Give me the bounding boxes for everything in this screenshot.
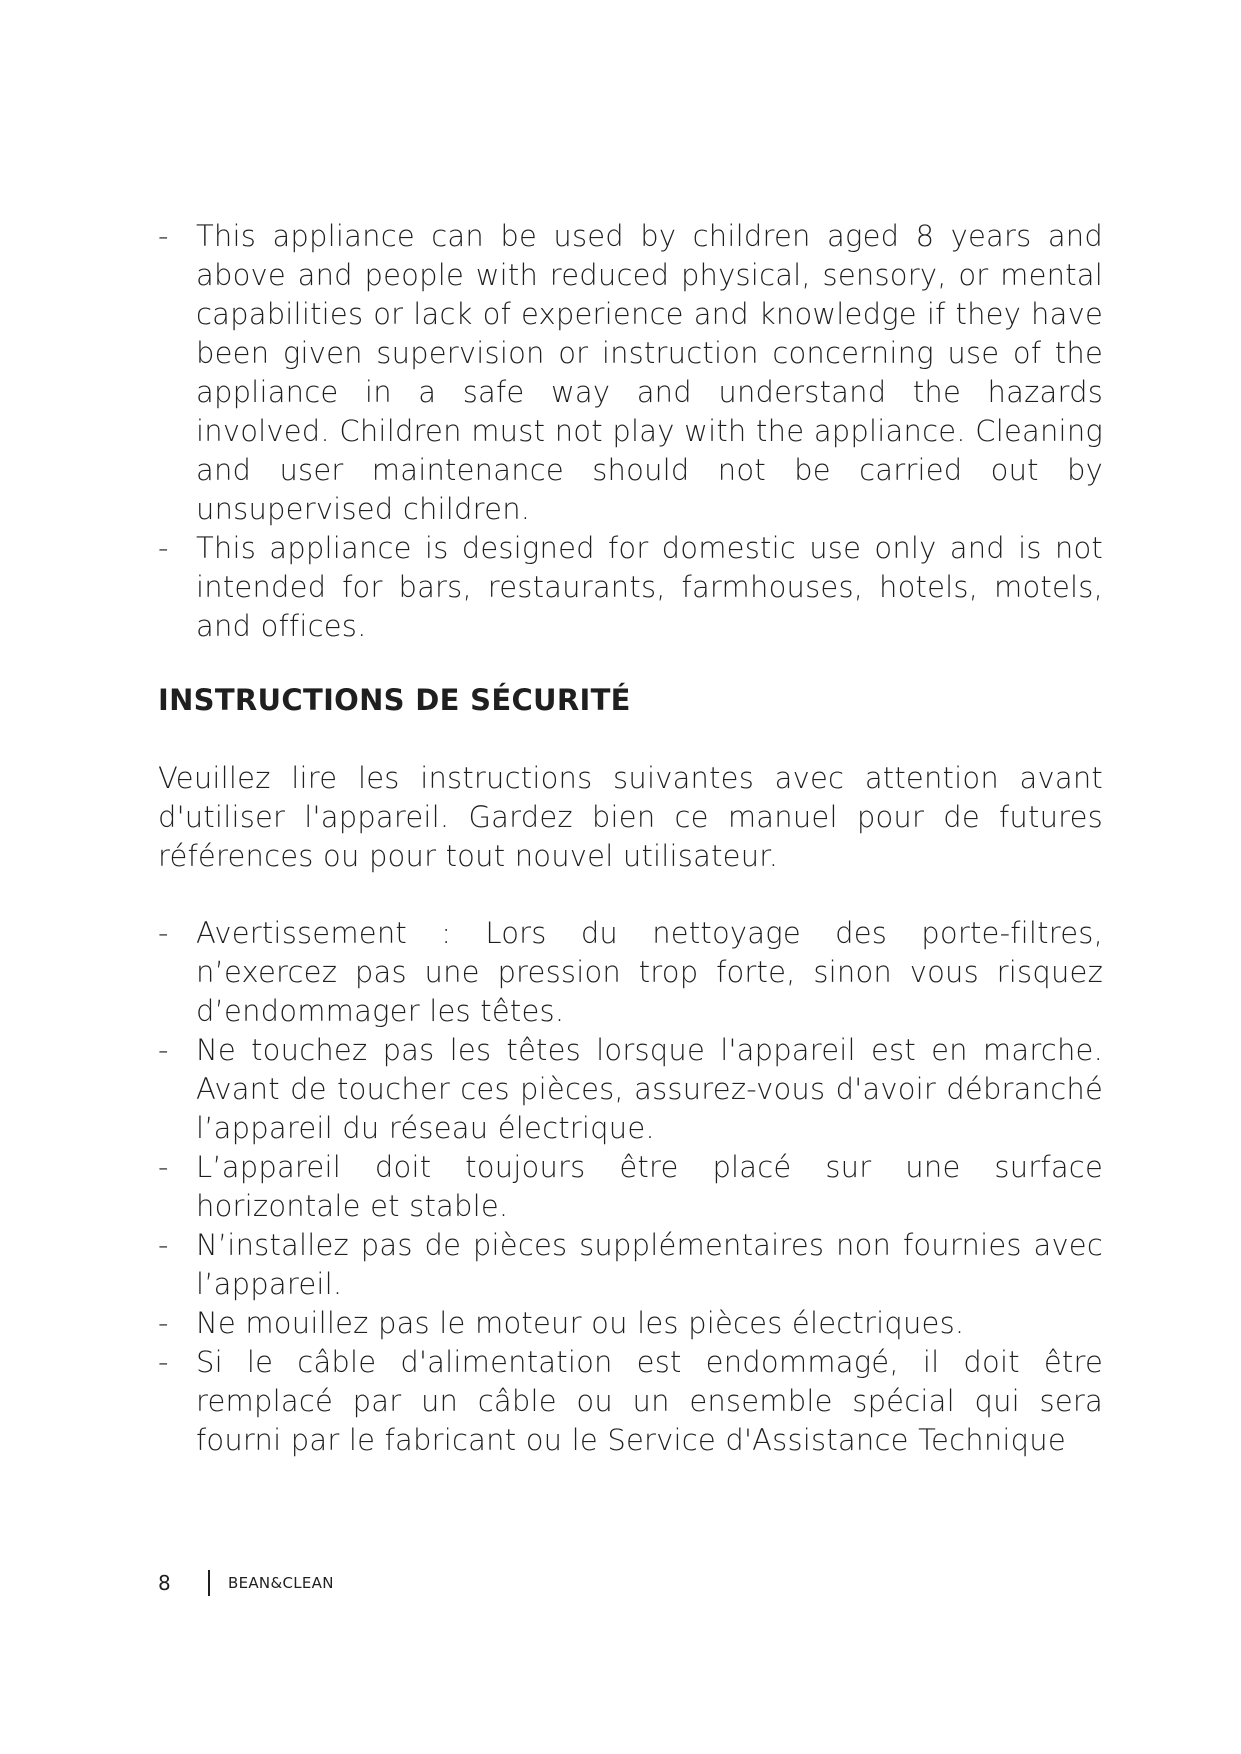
bullet-text: Si le câble d'alimentation est endommagé, il doit être remplacé par un câble ou un ensemble spécial qui sera fourni par le fabricant ou le Service d'Assistance Technique (196, 1345, 1103, 1457)
bullet-text: N’installez pas de pièces supplémentaires non fournies avec l’appareil. (196, 1228, 1103, 1301)
bullet-dash: - (158, 1306, 169, 1340)
bullet-text: L’appareil doit toujours être placé sur une surface horizontale et stable. (196, 1150, 1103, 1223)
bullet-text: Ne mouillez pas le moteur ou les pièces électriques. (196, 1306, 965, 1340)
brand-name: BEAN&CLEAN (228, 1574, 334, 1592)
french-safety-list (158, 914, 1103, 1460)
bullet-dash: - (158, 1228, 169, 1262)
bullet-dash: - (158, 219, 169, 253)
list-item (158, 529, 1103, 646)
intro-paragraph: Veuillez lire les instructions suivantes avec attention avant d'utiliser l'appareil. Gardez bien ce manuel pour de futures références ou pour tout nouvel utilisateur. (158, 761, 1103, 873)
section-title: INSTRUCTIONS DE SÉCURITÉ (158, 683, 631, 717)
bullet-text: Avertissement : Lors du nettoyage des porte-filtres, n’exercez pas une pression trop forte, sinon vous risquez d’endommager les têtes. (196, 916, 1103, 1028)
english-warning-list (158, 217, 1103, 646)
footer-divider (208, 1570, 210, 1596)
bullet-text: This appliance is designed for domestic use only and is not intended for bars, restaurants, farmhouses, hotels, motels, and offices. (196, 531, 1103, 643)
list-item (158, 217, 1103, 529)
bullet-dash: - (158, 916, 169, 950)
bullet-text: Ne touchez pas les têtes lorsque l'appareil est en marche. Avant de toucher ces pièces, assurez-vous d'avoir débranché l’appareil du réseau électrique. (196, 1033, 1103, 1145)
page-footer (158, 1568, 334, 1598)
list-item (158, 1031, 1103, 1148)
list-item (158, 1343, 1103, 1460)
bullet-dash: - (158, 1150, 169, 1184)
bullet-dash: - (158, 1033, 169, 1067)
bullet-dash: - (158, 1345, 169, 1379)
list-item (158, 1304, 1103, 1343)
page-number: 8 (158, 1571, 171, 1595)
list-item (158, 1226, 1103, 1304)
bullet-dash: - (158, 531, 169, 565)
list-item (158, 1148, 1103, 1226)
list-item (158, 914, 1103, 1031)
bullet-text: This appliance can be used by children aged 8 years and above and people with reduced physical, sensory, or mental capabilities or lack of experience and knowledge if they have been given supervision or instruction concerning use of the appliance in a safe way and understand the hazards involved. Children must not play with the appliance. Cleaning and user maintenance should not be carried out by unsupervised children. (196, 219, 1103, 526)
page-content (158, 217, 1103, 1460)
